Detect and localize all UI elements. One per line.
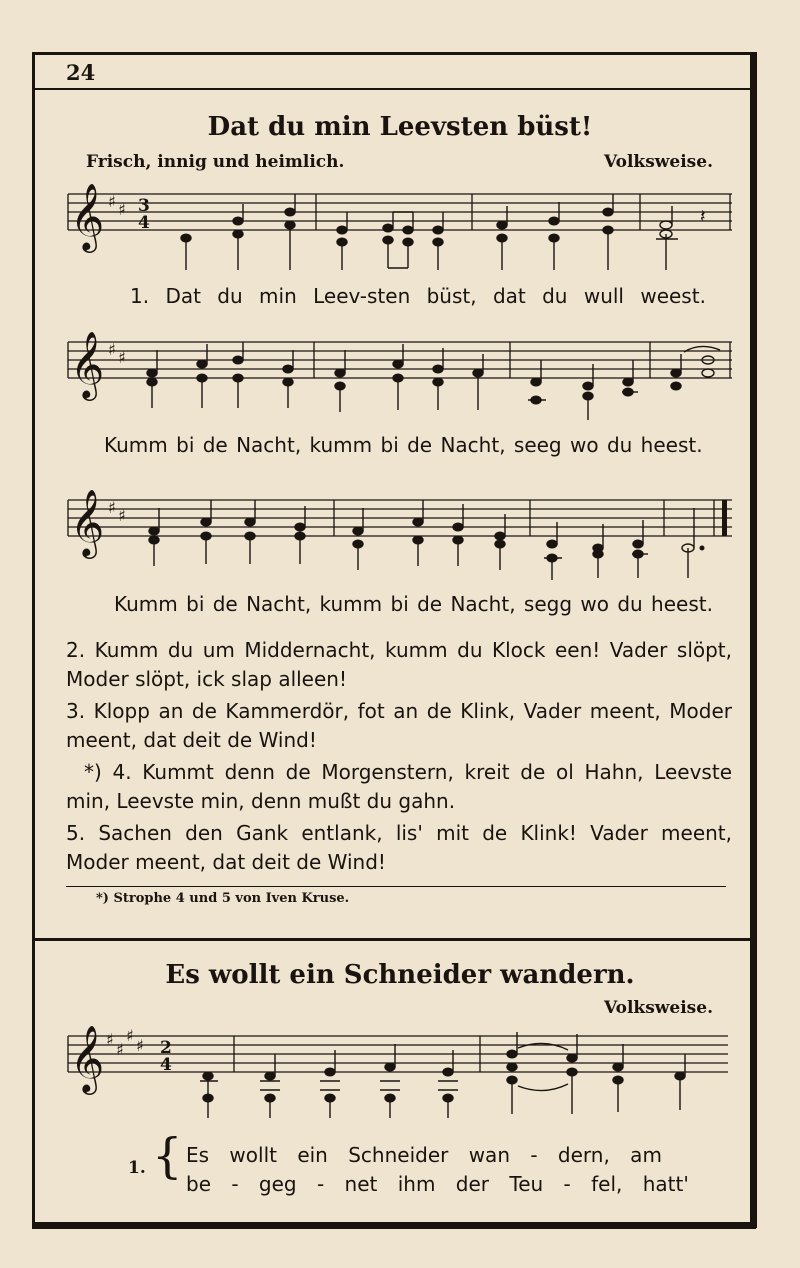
footnote: *) Strophe 4 und 5 von Iven Kruse. bbox=[96, 891, 350, 906]
sharp-icon: ♯ bbox=[116, 1040, 124, 1059]
section-divider bbox=[32, 938, 756, 941]
song-2-lyric-line-1: Es wollt ein Schneider wan - dern, am bbox=[186, 1143, 662, 1167]
treble-clef-icon: 𝄞 bbox=[70, 488, 105, 556]
rest-icon: 𝄽 bbox=[700, 206, 706, 227]
lyric-line-3: Kumm bi de Nacht, kumm bi de Nacht, segg wo du heest. bbox=[114, 592, 713, 616]
verse-2: 2. Kumm du um Middernacht, kumm du Klock een! Vader slöpt, Moder slöpt, ick slap alleen! bbox=[66, 638, 732, 691]
song-1-composer: Volksweise. bbox=[604, 152, 713, 172]
lyric-line-1: 1. Dat du min Leev-sten büst, dat du wull weest. bbox=[130, 284, 706, 308]
tempo-marking: Frisch, innig und heimlich. bbox=[86, 152, 345, 172]
music-staff-1 bbox=[60, 182, 740, 282]
treble-clef-icon: 𝄞 bbox=[70, 1024, 105, 1092]
music-staff-4 bbox=[60, 1024, 740, 1134]
frame-shadow-right bbox=[750, 52, 757, 1228]
song-2-composer: Volksweise. bbox=[604, 998, 713, 1018]
sharp-icon: ♯ bbox=[136, 1036, 144, 1055]
sharp-icon: ♯ bbox=[118, 506, 126, 525]
sharp-icon: ♯ bbox=[108, 498, 116, 517]
treble-clef-icon: 𝄞 bbox=[70, 182, 105, 250]
lyric-line-2: Kumm bi de Nacht, kumm bi de Nacht, seeg wo du heest. bbox=[104, 433, 703, 457]
time-signature-bottom: 4 bbox=[160, 1055, 172, 1075]
verse-5: 5. Sachen den Gank entlank, lis' mit de Klink! Vader meent, Moder meent, dat deit de Wind! bbox=[66, 821, 732, 874]
treble-clef-icon: 𝄞 bbox=[70, 330, 105, 398]
sharp-icon: ♯ bbox=[118, 348, 126, 367]
verse-4: *) 4. Kummt denn de Morgenstern, kreit de ol Hahn, Leevste min, Leevste min, denn mußt du gahn. bbox=[66, 760, 732, 813]
music-staff-2 bbox=[60, 330, 740, 430]
song-2-title: Es wollt ein Schneider wandern. bbox=[165, 960, 635, 990]
sharp-icon: ♯ bbox=[106, 1030, 114, 1049]
time-signature-bottom: 4 bbox=[138, 213, 150, 233]
sharp-icon: ♯ bbox=[108, 192, 116, 211]
verse-3: 3. Klopp an de Kammerdör, fot an de Klink, Vader meent, Moder meent, dat deit de Wind! bbox=[66, 699, 732, 752]
music-staff-3 bbox=[60, 488, 740, 588]
page-number: 24 bbox=[66, 60, 96, 85]
time-signature-top: 2 bbox=[160, 1038, 172, 1058]
sharp-icon: ♯ bbox=[108, 340, 116, 359]
header-rule bbox=[32, 88, 756, 90]
sharp-icon: ♯ bbox=[118, 200, 126, 219]
final-barline bbox=[722, 500, 727, 536]
verse-block bbox=[66, 636, 732, 880]
song-2-lyric-line-2: be - geg - net ihm der Teu - fel, hatt' bbox=[186, 1172, 689, 1196]
song-2-verse-number: 1. bbox=[128, 1158, 146, 1178]
time-signature-top: 3 bbox=[138, 196, 150, 216]
sharp-icon: ♯ bbox=[126, 1026, 134, 1045]
song-1-title: Dat du min Leevsten büst! bbox=[207, 112, 593, 142]
brace-icon: { bbox=[152, 1128, 183, 1184]
frame-shadow-bottom bbox=[32, 1222, 756, 1229]
footnote-rule bbox=[66, 886, 726, 887]
